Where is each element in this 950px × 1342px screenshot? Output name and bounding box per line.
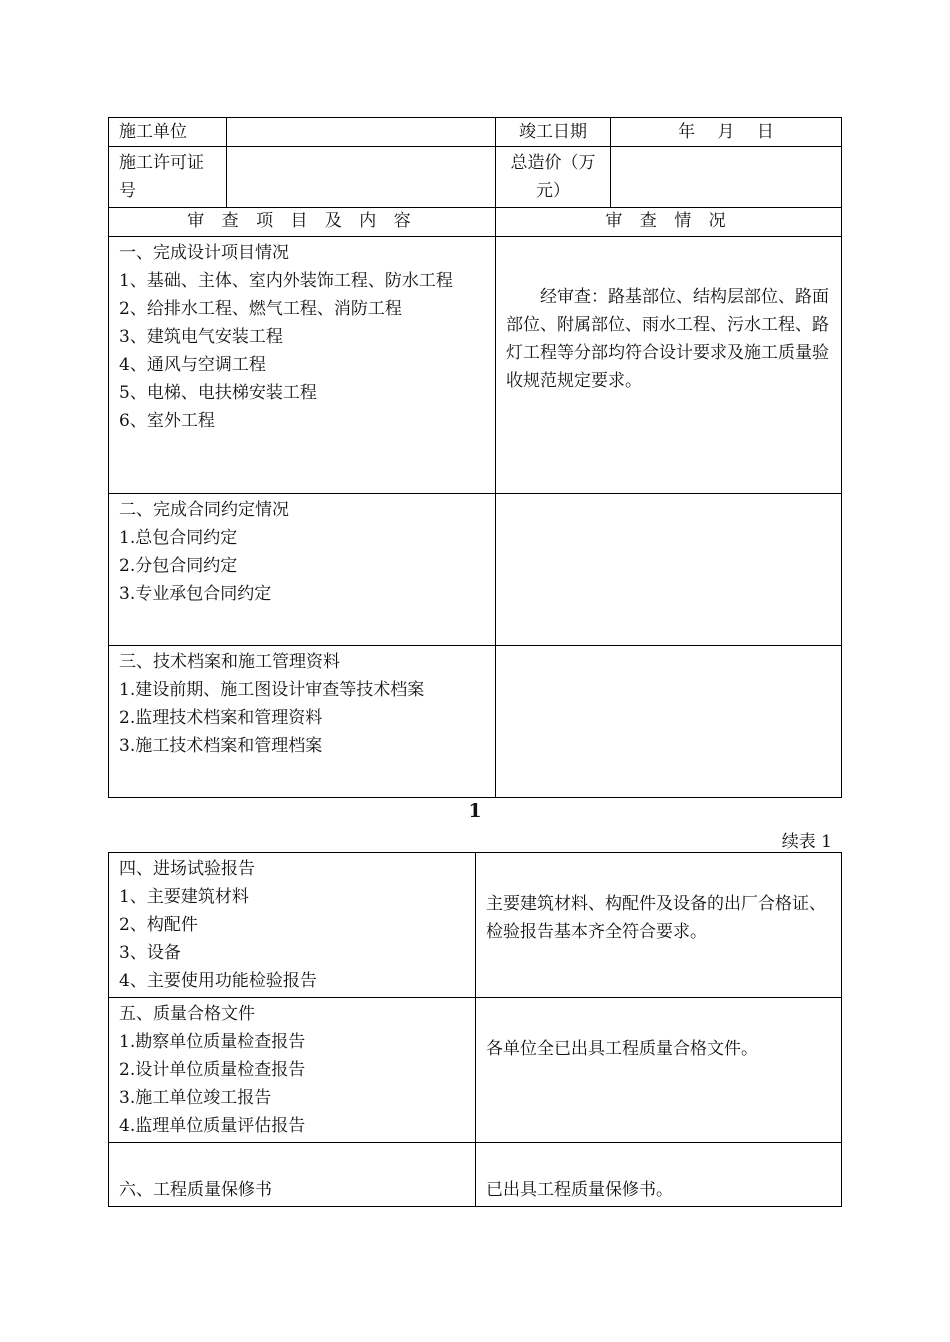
header-review-items-text: 审 查 项 目 及 内 容 [187, 211, 417, 231]
section3-item: 1.建设前期、施工图设计审查等技术档案 [119, 680, 425, 700]
section2-title: 二、完成合同约定情况 [119, 500, 289, 520]
section5-item: 3.施工单位竣工报告 [119, 1088, 272, 1108]
section4-items [109, 853, 476, 998]
header-review-status-text: 审 查 情 况 [605, 211, 732, 231]
row-permit-cost [109, 147, 842, 208]
label-total-cost [496, 147, 611, 208]
section4-title: 四、进场试验报告 [119, 859, 255, 879]
label-cost-line1: 总造价（万 [510, 153, 596, 173]
section3-review[interactable] [496, 646, 842, 798]
total-cost-field[interactable] [611, 147, 842, 208]
section1-title: 一、完成设计项目情况 [119, 243, 289, 263]
row-section1 [109, 237, 842, 494]
section5-item: 4.监理单位质量评估报告 [119, 1116, 306, 1136]
section2-items [109, 494, 496, 646]
section3-items [109, 646, 496, 798]
row-unit-date [109, 118, 842, 147]
section3-title: 三、技术档案和施工管理资料 [119, 652, 340, 672]
review-table-2 [108, 852, 842, 1207]
section4-review [476, 853, 842, 998]
row-section3 [109, 646, 842, 798]
permit-number-field[interactable] [227, 147, 496, 208]
section1-review [496, 237, 842, 494]
section4-review-text: 主要建筑材料、构配件及设备的出厂合格证、检验报告基本齐全符合要求。 [486, 894, 826, 942]
section3-item: 3.施工技术档案和管理档案 [119, 736, 323, 756]
header-review-items [109, 208, 496, 237]
section4-item: 4、主要使用功能检验报告 [119, 971, 317, 991]
section2-item: 1.总包合同约定 [119, 528, 238, 548]
row-section5 [109, 998, 842, 1143]
section1-item: 5、电梯、电扶梯安装工程 [119, 383, 317, 403]
section1-item: 4、通风与空调工程 [119, 355, 266, 375]
section5-item: 2.设计单位质量检查报告 [119, 1060, 306, 1080]
section5-review-text: 各单位全已出具工程质量合格文件。 [486, 1039, 758, 1059]
section6-review [476, 1143, 842, 1207]
section4-item: 2、构配件 [119, 915, 198, 935]
row-section2 [109, 494, 842, 646]
header-review-status [496, 208, 842, 237]
section3-item: 2.监理技术档案和管理资料 [119, 708, 323, 728]
section5-item: 1.勘察单位质量检查报告 [119, 1032, 306, 1052]
section1-items [109, 237, 496, 494]
section4-item: 1、主要建筑材料 [119, 887, 249, 907]
section6-review-text: 已出具工程质量保修书。 [486, 1180, 673, 1200]
section2-review[interactable] [496, 494, 842, 646]
page-number: 1 [468, 800, 482, 822]
section6-items [109, 1143, 476, 1207]
review-table-1 [108, 117, 842, 798]
section2-item: 2.分包合同约定 [119, 556, 238, 576]
label-completion-date: 竣工日期 [496, 118, 611, 147]
label-cost-line2: 元） [536, 181, 570, 201]
section1-item: 6、室外工程 [119, 411, 215, 431]
label-permit-line2: 号 [119, 181, 136, 201]
section6-title: 六、工程质量保修书 [119, 1180, 272, 1200]
completion-date-field[interactable]: 年 月 日 [611, 118, 842, 147]
row-section6 [109, 1143, 842, 1207]
section5-items [109, 998, 476, 1143]
construction-unit-field[interactable] [227, 118, 496, 147]
section1-item: 1、基础、主体、室内外装饰工程、防水工程 [119, 271, 453, 291]
section4-item: 3、设备 [119, 943, 181, 963]
label-construction-unit: 施工单位 [109, 118, 227, 147]
label-permit-line1: 施工许可证 [119, 153, 204, 173]
section2-item: 3.专业承包合同约定 [119, 584, 272, 604]
section5-review [476, 998, 842, 1143]
row-header [109, 208, 842, 237]
section1-review-text: 经审查：路基部位、结构层部位、路面部位、附属部位、雨水工程、污水工程、路灯工程等分部均符合设计要求及施工质量验收规范规定要求。 [506, 287, 829, 391]
label-permit-number [109, 147, 227, 208]
section5-title: 五、质量合格文件 [119, 1004, 255, 1024]
continued-table-label: 续表 1 [781, 832, 832, 852]
section1-item: 3、建筑电气安装工程 [119, 327, 283, 347]
section1-item: 2、给排水工程、燃气工程、消防工程 [119, 299, 402, 319]
row-section4 [109, 853, 842, 998]
